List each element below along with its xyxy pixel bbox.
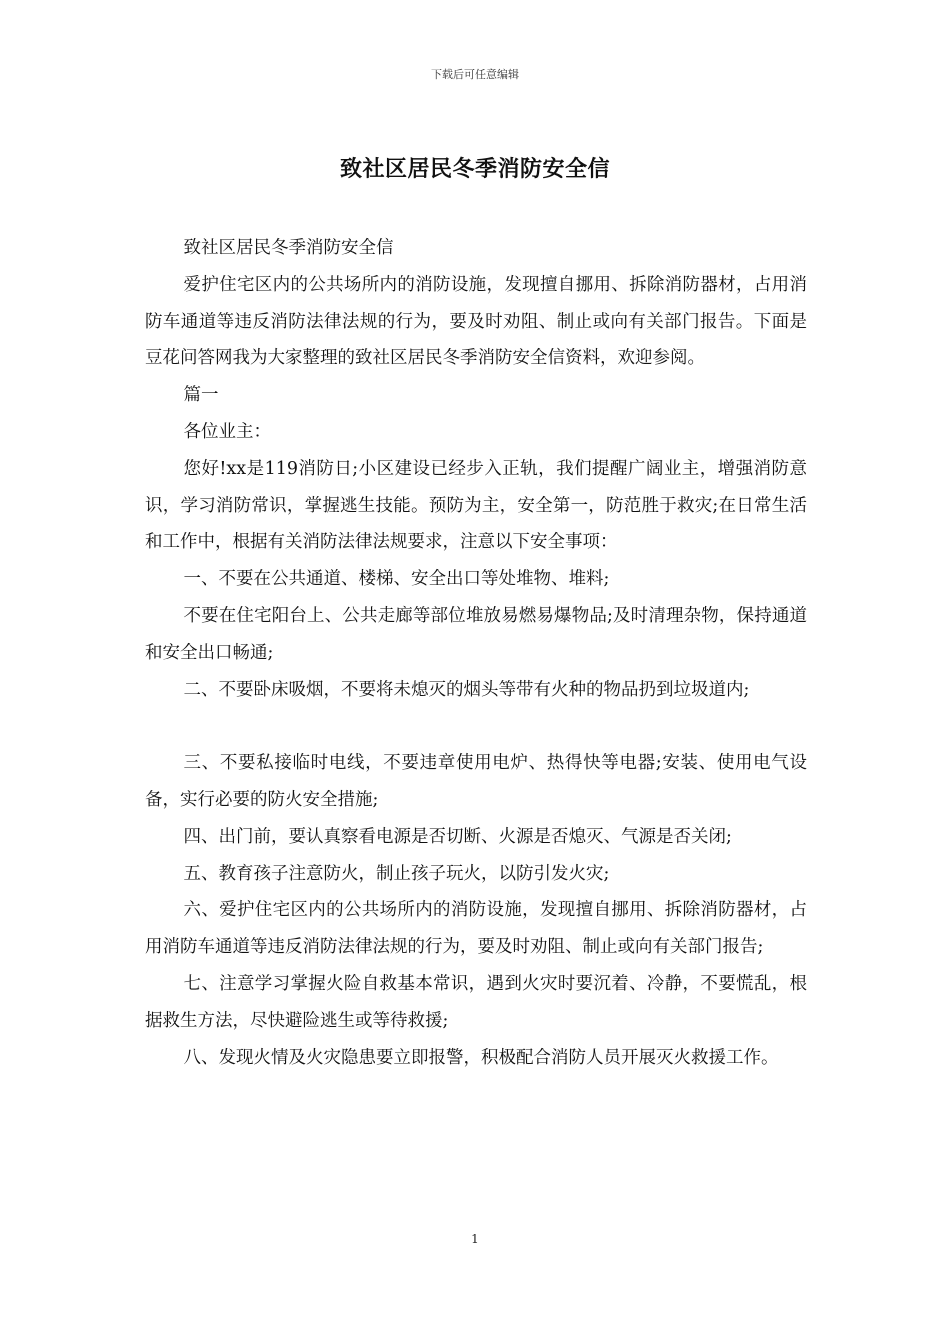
paragraph: 致社区居民冬季消防安全信: [183, 238, 394, 258]
paragraph: 三、不要私接临时电线，不要违章使用电炉、热得快等电器;安装、使用电气设备，实行必要的防火安全措施;: [145, 753, 807, 810]
page-header: 下载后可任意编辑: [431, 68, 519, 81]
paragraph: 篇一: [183, 385, 219, 406]
paragraph: 六、爱护住宅区内的公共场所内的消防设施，发现擅自挪用、拆除消防器材，占用消防车通道等违反消防法律法规的行为，要及时劝阻、制止或向有关部门报告;: [145, 900, 807, 958]
paragraph: 八、发现火情及火灾隐患要立即报警，积极配合消防人员开展灭火救援工作。: [183, 1047, 779, 1068]
document-title: 致社区居民冬季消防安全信: [339, 156, 610, 182]
paragraph: 您好!xx是119消防日;小区建设已经步入正轨，我们提醒广阔业主，增强消防意识，学习消防常识，掌握逃生技能。预防为主，安全第一，防范胜于救灾;在日常生活和工作中，根据有关消防法律法规要求，注意以下安全事项：: [145, 458, 807, 553]
document-body: [145, 230, 807, 1076]
paragraph: 不要在住宅阳台上、公共走廊等部位堆放易燃易爆物品;及时清理杂物，保持通道和安全出口畅通;: [145, 605, 807, 663]
paragraph: 各位业主：: [183, 421, 271, 442]
paragraph: 五、教育孩子注意防火，制止孩子玩火，以防引发火灾;: [183, 863, 610, 884]
blank-line: [145, 708, 807, 745]
paragraph: 七、注意学习掌握火险自救基本常识，遇到火灾时要沉着、冷静，不要慌乱，根据救生方法，尽快避险逃生或等待救援;: [145, 973, 807, 1031]
paragraph: 二、不要卧床吸烟，不要将未熄灭的烟头等带有火种的物品扔到垃圾道内;: [183, 679, 750, 700]
paragraph: 四、出门前，要认真察看电源是否切断、火源是否熄灭、气源是否关闭;: [183, 826, 732, 847]
paragraph: 一、不要在公共通道、楼梯、安全出口等处堆物、堆料;: [183, 569, 610, 590]
paragraph: 爱护住宅区内的公共场所内的消防设施，发现擅自挪用、拆除消防器材，占用消防车通道等违反消防法律法规的行为，要及时劝阻、制止或向有关部门报告。下面是豆花问答网我为大家整理的致社区居民冬季消防安全信资料，欢迎参阅。: [145, 274, 807, 369]
page-number: 1: [471, 1232, 479, 1246]
